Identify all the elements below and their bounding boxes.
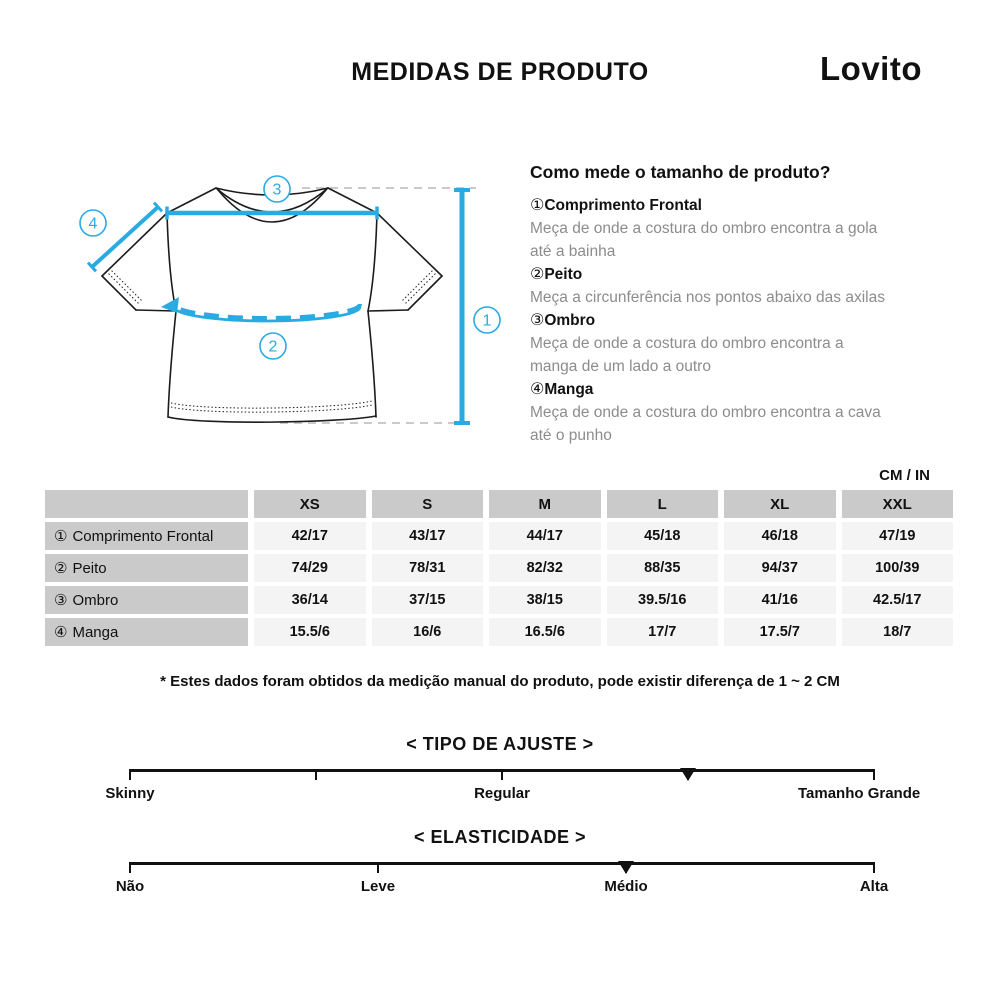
- elasticity-label-nao: Não: [115, 878, 145, 895]
- scale-tick: [873, 769, 875, 780]
- table-cell: 78/31: [372, 554, 484, 582]
- scale-tick: [129, 862, 131, 873]
- guide-item-label: Ombro: [544, 312, 596, 329]
- scale-tick: [873, 862, 875, 873]
- table-cell: 45/18: [607, 522, 719, 550]
- circled-2-icon: ②: [530, 266, 545, 283]
- scale-tick: [377, 862, 379, 873]
- size-table: [45, 490, 953, 646]
- table-cell: 41/16: [724, 586, 836, 614]
- guide-item-comprimento: [530, 194, 960, 263]
- row-header-peito: ② Peito: [45, 554, 248, 582]
- table-cell: 17.5/7: [724, 618, 836, 646]
- table-cell: 74/29: [254, 554, 366, 582]
- badge-4: 4: [88, 215, 98, 233]
- diagram-number-badges: [80, 176, 500, 359]
- col-header-l: L: [607, 490, 719, 518]
- guide-item-desc: até o punho: [530, 427, 612, 444]
- col-header-xs: XS: [254, 490, 366, 518]
- tshirt-outline: [102, 188, 442, 422]
- circled-1-icon: ①: [530, 197, 545, 214]
- measurement-marks: [80, 176, 500, 423]
- scale-tick: [129, 769, 131, 780]
- row-header-manga: ④ Manga: [45, 618, 248, 646]
- fit-label-regular: Regular: [474, 785, 530, 802]
- circled-2-icon: ②: [54, 560, 68, 577]
- guide-item-desc: Meça a circunferência nos pontos abaixo das axilas: [530, 289, 885, 306]
- table-cell: 15.5/6: [254, 618, 366, 646]
- table-cell: 37/15: [372, 586, 484, 614]
- elasticity-label-medio: Médio: [604, 878, 648, 895]
- table-cell: 36/14: [254, 586, 366, 614]
- fit-type-scale: [105, 769, 921, 802]
- badge-3: 3: [272, 181, 282, 199]
- scale-tick: [315, 769, 317, 780]
- guide-title: Como mede o tamanho de produto?: [530, 162, 831, 182]
- circled-4-icon: ④: [530, 381, 545, 398]
- fit-type-title: < TIPO DE AJUSTE >: [406, 734, 594, 754]
- col-header-xxl: XXL: [842, 490, 954, 518]
- col-header-m: M: [489, 490, 601, 518]
- elasticity-label-alta: Alta: [859, 878, 889, 895]
- row-header-comprimento: ① Comprimento Frontal: [45, 522, 248, 550]
- guide-item-manga: [530, 378, 960, 447]
- tshirt-measurement-diagram: [50, 160, 520, 460]
- col-header-xl: XL: [724, 490, 836, 518]
- table-cell: 18/7: [842, 618, 954, 646]
- guide-item-desc: manga de um lado a outro: [530, 358, 711, 375]
- circled-1-icon: ①: [54, 528, 68, 545]
- table-cell: 46/18: [724, 522, 836, 550]
- measurement-disclaimer: * Estes dados foram obtidos da medição manual do produto, pode existir diferença de 1 ~ 2 CM: [160, 673, 840, 690]
- badge-1: 1: [482, 312, 492, 330]
- row-header-ombro: ③ Ombro: [45, 586, 248, 614]
- circled-3-icon: ③: [54, 592, 68, 609]
- fit-type-marker-icon: [680, 768, 696, 781]
- guide-item-desc: Meça de onde a costura do ombro encontra a: [530, 335, 844, 352]
- table-cell: 94/37: [724, 554, 836, 582]
- unit-label: CM / IN: [879, 467, 930, 484]
- guide-item-desc: Meça de onde a costura do ombro encontra a gola: [530, 220, 878, 237]
- guide-item-desc: até a bainha: [530, 243, 616, 260]
- table-cell: 16.5/6: [489, 618, 601, 646]
- chest-measure-ellipse: [161, 297, 360, 321]
- guide-item-label: Comprimento Frontal: [544, 197, 702, 214]
- table-cell: 100/39: [842, 554, 954, 582]
- length-measure-line: [454, 190, 470, 423]
- table-cell: 43/17: [372, 522, 484, 550]
- fit-label-skinny: Skinny: [105, 785, 155, 802]
- table-cell: 38/15: [489, 586, 601, 614]
- elasticity-scale: [115, 862, 889, 895]
- guide-item-label: Peito: [544, 266, 583, 283]
- measure-guide: [530, 162, 960, 447]
- table-cell: 47/19: [842, 522, 954, 550]
- elasticity-title: < ELASTICIDADE >: [413, 827, 587, 847]
- guide-item-peito: [530, 263, 960, 309]
- table-cell: 17/7: [607, 618, 719, 646]
- scale-tick: [501, 769, 503, 780]
- brand-logo: Lovito: [820, 50, 922, 87]
- table-cell: 42.5/17: [842, 586, 954, 614]
- col-header-s: S: [372, 490, 484, 518]
- table-cell: 42/17: [254, 522, 366, 550]
- guide-item-desc: Meça de onde a costura do ombro encontra a cava: [530, 404, 881, 421]
- elasticity-label-leve: Leve: [360, 878, 396, 895]
- guide-item-label: Manga: [544, 381, 594, 398]
- guide-item-ombro: [530, 309, 960, 378]
- table-cell: 88/35: [607, 554, 719, 582]
- badge-2: 2: [268, 338, 278, 356]
- table-corner-cell: [45, 490, 248, 518]
- elasticity-marker-icon: [618, 861, 634, 874]
- page-title: MEDIDAS DE PRODUTO: [351, 58, 649, 86]
- extension-dashed-lines: [280, 188, 476, 423]
- circled-3-icon: ③: [530, 312, 545, 329]
- table-cell: 16/6: [372, 618, 484, 646]
- circled-4-icon: ④: [54, 624, 68, 641]
- table-cell: 39.5/16: [607, 586, 719, 614]
- fit-label-tamanho-grande: Tamanho Grande: [797, 785, 921, 802]
- shoulder-measure-line: [167, 207, 377, 220]
- table-cell: 44/17: [489, 522, 601, 550]
- table-cell: 82/32: [489, 554, 601, 582]
